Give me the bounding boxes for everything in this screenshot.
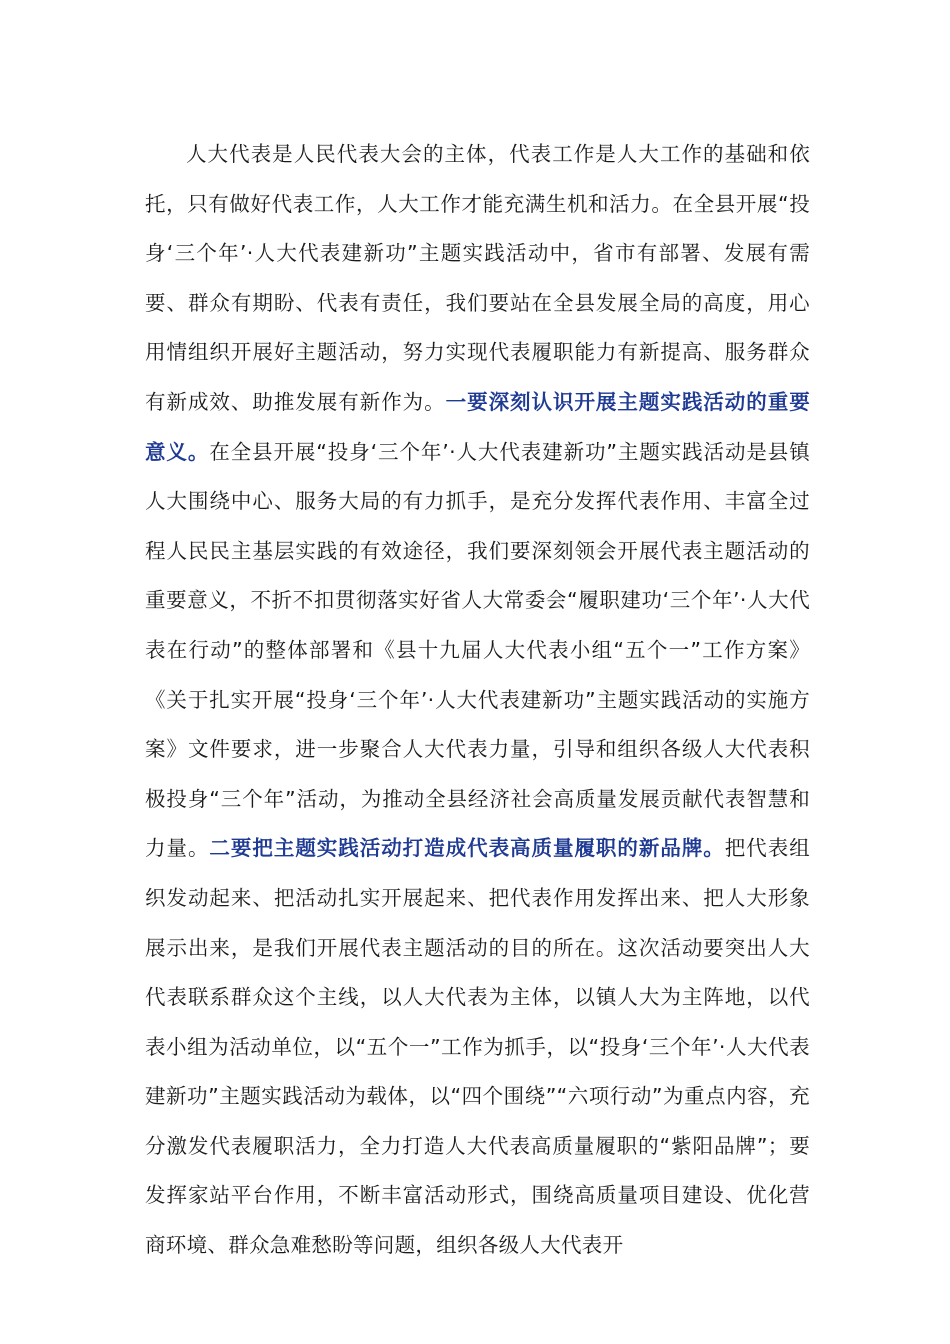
emphasis-heading-2: 二要把主题实践活动打造成代表高质量履职的新品牌。 [209,836,725,861]
body-paragraph [145,130,810,1271]
emphasis-heading-1: 一要深刻认识开展主题实践活动的重要意义。 [145,389,810,464]
paragraph-segment-significance: 在全县开展“投身‘三个年’·人大代表建新功”主题实践活动是县镇人大围绕中心、服务大局的有力抓手，是充分发挥代表作用、丰富全过程人民民主基层实践的有效途径，我们要深刻领会开展代表主题活动的重要意义，不折不扣贯彻落实好省人大常委会“履职建功‘三个年’·人大代表在行动”的整体部署和《县十九届人大代表小组“五个一”工作方案》《关于扎实开展“投身‘三个年’·人大代表建新功”主题实践活动的实施方案》文件要求，进一步聚合人大代表力量，引导和组织各级人大代表积极投身“三个年”活动，为推动全县经济社会高质量发展贡献代表智慧和力量。 [145,439,810,861]
paragraph-segment-intro: 人大代表是人民代表大会的主体，代表工作是人大工作的基础和依托，只有做好代表工作，人大工作才能充满生机和活力。在全县开展“投身‘三个年’·人大代表建新功”主题实践活动中，省市有部署、发展有需要、群众有期盼、代表有责任，我们要站在全县发展全局的高度，用心用情组织开展好主题活动，努力实现代表履职能力有新提高、服务群众有新成效、助推发展有新作为。 [145,142,810,414]
paragraph-segment-brand: 把代表组织发动起来、把活动扎实开展起来、把代表作用发挥出来、把人大形象展示出来，是我们开展代表主题活动的目的所在。这次活动要突出人大代表联系群众这个主线，以人大代表为主体，以镇人大为主阵地，以代表小组为活动单位，以“五个一”工作为抓手，以“投身‘三个年’·人大代表建新功”主题实践活动为载体，以“四个围绕”“六项行动”为重点内容，充分激发代表履职活力，全力打造人大代表高质量履职的“紫阳品牌”；要发挥家站平台作用，不断丰富活动形式，围绕高质量项目建设、优化营商环境、群众急难愁盼等问题，组织各级人大代表开 [145,836,810,1258]
